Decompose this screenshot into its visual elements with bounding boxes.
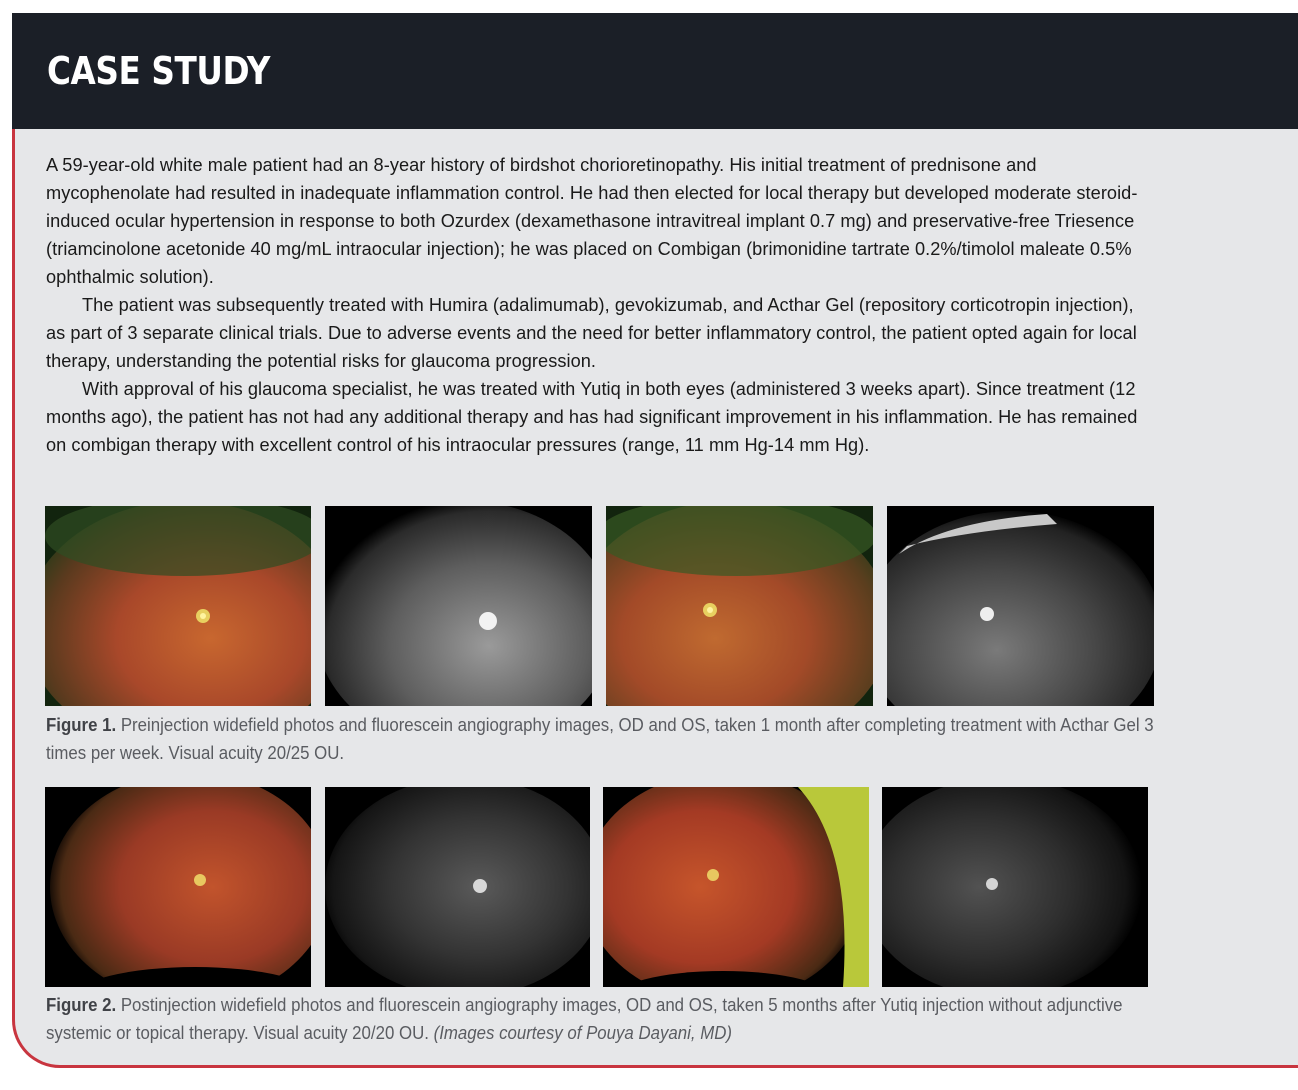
- case-body-text: [46, 151, 1156, 459]
- body-paragraph-2: The patient was subsequently treated with Humira (adalimumab), gevokizumab, and Acthar Gel (repository corticotropin injection), as part of 3 separate clinical trials. Due to adverse events and the need for better inflammatory control, the patient opted again for local therapy, understanding the potential risks for glaucoma progression.: [46, 295, 1137, 371]
- figure1-caption: [46, 711, 1159, 767]
- figure1-widefield-photo-os: [606, 506, 873, 706]
- figure1-caption-text: Preinjection widefield photos and fluorescein angiography images, OD and OS, taken 1 month after completing treatment with Acthar Gel 3 times per week. Visual acuity 20/25 OU.: [46, 715, 1154, 763]
- page-title: CASE STUDY: [47, 49, 270, 93]
- figure1-fluorescein-angiography-os: [887, 506, 1154, 706]
- figure2-caption-text: Postinjection widefield photos and fluorescein angiography images, OD and OS, taken 5 months after Yutiq injection without adjunctive systemic or topical therapy. Visual acuity 20/20 OU.: [46, 995, 1123, 1043]
- figure2-widefield-photo-os: [603, 787, 869, 987]
- figure2-widefield-photo-od: [45, 787, 311, 987]
- figure2-fluorescein-angiography-od: [325, 787, 590, 987]
- body-paragraph-1: A 59-year-old white male patient had an 8-year history of birdshot chorioretinopathy. His initial treatment of prednisone and mycophenolate had resulted in inadequate inflammation control. He had then elected for local therapy but developed moderate steroid-induced ocular hypertension in response to both Ozurdex (dexamethasone intravitreal implant 0.7 mg) and preservative-free Triesence (triamcinolone acetonide 40 mg/mL intraocular injection); he was placed on Combigan (brimonidine tartrate 0.2%/timolol maleate 0.5% ophthalmic solution).: [46, 155, 1138, 287]
- figure2-label: Figure 2.: [46, 995, 117, 1015]
- figure2-image-credit: (Images courtesy of Pouya Dayani, MD): [433, 1023, 732, 1043]
- figure1-widefield-photo-od: [45, 506, 311, 706]
- figure1-fluorescein-angiography-od: [325, 506, 592, 706]
- figure2-caption: [46, 991, 1159, 1047]
- body-paragraph-3: With approval of his glaucoma specialist, he was treated with Yutiq in both eyes (administered 3 weeks apart). Since treatment (12 months ago), the patient has not had any additional therapy and has had significant improvement in his inflammation. He has remained on combigan therapy with excellent control of his intraocular pressures (range, 11 mm Hg-14 mm Hg).: [46, 379, 1138, 455]
- figure2-fluorescein-angiography-os: [882, 787, 1148, 987]
- case-study-header: [12, 13, 1298, 129]
- figure1-label: Figure 1.: [46, 715, 117, 735]
